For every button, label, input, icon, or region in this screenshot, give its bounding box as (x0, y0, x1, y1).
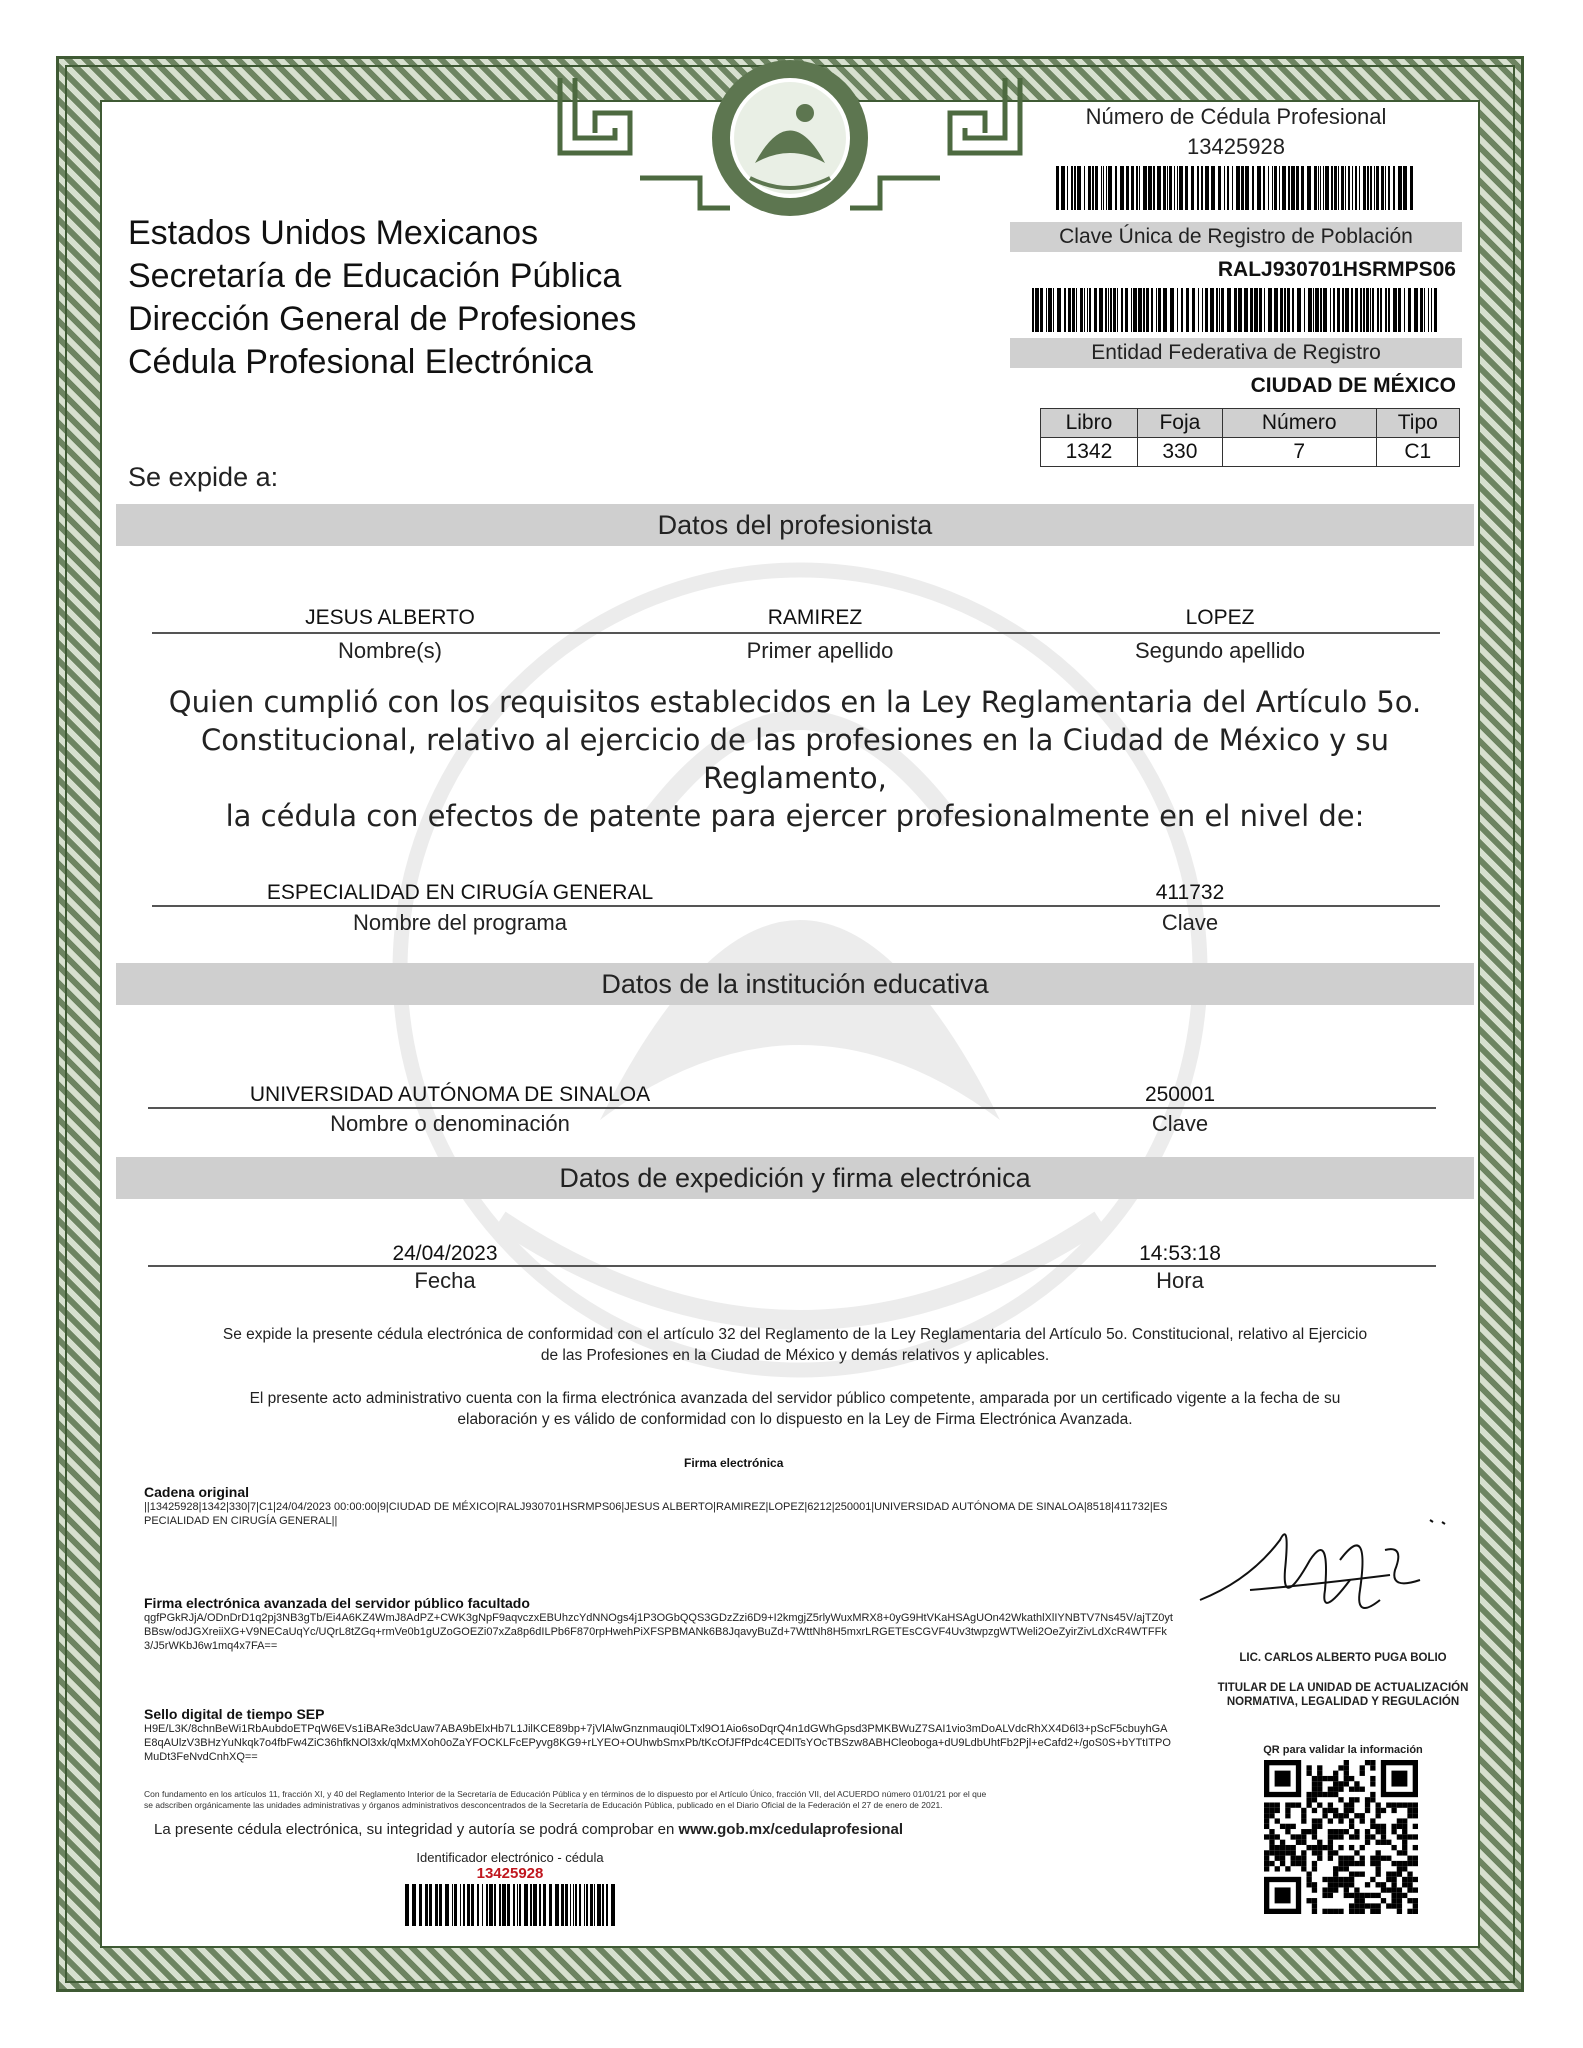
registro-header-tipo: Tipo (1376, 409, 1459, 438)
apellido2-value: LOPEZ (1185, 606, 1255, 629)
section-institucion: Datos de la institución educativa (116, 963, 1474, 1005)
cadena-original-text: ||13425928|1342|330|7|C1|24/04/2023 00:00:00|9|CIUDAD DE MÉXICO|RALJ930701HSRMPS06|JESUS ALBERTO|RAMIREZ|LOPEZ|6212|250001|UNIVERSIDAD AUTÓNOMA DE SINALOA|8518|411732|ESPECIALIDAD EN CIRUGÍA GENERAL|| (144, 1501, 1168, 1527)
header-country: Estados Unidos Mexicanos (128, 214, 539, 252)
registro-table (1040, 408, 1460, 467)
registro-libro: 1342 (1041, 438, 1138, 467)
section-expedicion: Datos de expedición y firma electrónica (116, 1157, 1474, 1199)
curp-label: Clave Única de Registro de Población (1010, 222, 1462, 252)
statement-line-2: Constitucional, relativo al ejercicio de las profesiones en la Ciudad de México y su Reglamento, (201, 723, 1389, 795)
national-emblem-icon (540, 58, 1040, 223)
programa-clave-label: Clave (1161, 910, 1219, 935)
cedula-info-box (1010, 104, 1462, 467)
statement-paragraph (110, 683, 1480, 835)
fea-block (144, 1595, 1174, 1653)
legal-p2-line1: El presente acto administrativo cuenta con la firma electrónica avanzada del servidor público competente, amparada por un certificado vigente a la fecha de su (249, 1390, 1341, 1407)
fundamento-legal (144, 1789, 1174, 1811)
registro-header-foja: Foja (1137, 409, 1222, 438)
section-profesionista: Datos del profesionista (116, 504, 1474, 546)
legal-p1-line1: Se expide la presente cédula electrónica de conformidad con el artículo 32 del Reglamento de la Ley Reglamentaria del Artículo 5o. Constitucional, relativo al Ejercicio (222, 1326, 1368, 1343)
hora-value: 14:53:18 (1139, 1242, 1221, 1265)
institucion-clave-value: 250001 (1144, 1083, 1216, 1106)
fea-title: Firma electrónica avanzada del servidor público facultado (144, 1595, 530, 1611)
signer-title-1: TITULAR DE LA UNIDAD DE ACTUALIZACIÓN (1217, 1682, 1469, 1694)
verify-text (154, 1821, 903, 1838)
institucion-rule (148, 1107, 1436, 1109)
identificador-block (400, 1850, 620, 1926)
statement-line-3: la cédula con efectos de patente para ejercer profesionalmente en el nivel de: (225, 799, 1365, 833)
nombre-label: Nombre(s) (338, 638, 442, 663)
issuer-header (128, 212, 636, 384)
curp-value: RALJ930701HSRMPS06 (1217, 258, 1456, 281)
header-secretaria: Secretaría de Educación Pública (128, 257, 622, 295)
fundamento-line-2: se adscriben orgánicamente las unidades administrativas y órganos administrativos desconcentrados de la Secretaría de Educación Pública, publicado en el Diario Oficial de la Federación el 27 de enero de 2021. (144, 1800, 943, 1810)
legal-p1-line2: de las Profesiones en la Ciudad de México y demás relativos y aplicables. (540, 1347, 1050, 1364)
apellido1-value: RAMIREZ (767, 606, 863, 629)
statement-line-1: Quien cumplió con los requisitos establecidos en la Ley Reglamentaria del Artículo 5o. (168, 685, 1422, 719)
fecha-label: Fecha (414, 1268, 476, 1293)
fundamento-line-1: Con fundamento en los artículos 11, fracción XI, y 40 del Reglamento Interior de la Secretaría de Educación Pública y en términos de lo dispuesto por el Artículo Único, fracción VII, del ACUERDO número 01/01/21 por el que (144, 1789, 987, 1799)
signer-title-2: NORMATIVA, LEGALIDAD Y REGULACIÓN (1226, 1696, 1460, 1708)
cadena-original-title: Cadena original (144, 1484, 250, 1500)
hora-label: Hora (1156, 1268, 1204, 1293)
apellido2-label: Segundo apellido (1134, 638, 1306, 663)
institucion-clave-label: Clave (1151, 1111, 1209, 1136)
cedula-number: 13425928 (1187, 134, 1285, 159)
legal-p2-line2: elaboración y es válido de conformidad con lo dispuesto en la Ley de Firma Electrónica Avanzada. (457, 1411, 1133, 1428)
legal-paragraph-2 (140, 1388, 1450, 1430)
registro-header-numero: Número (1222, 409, 1376, 438)
fea-text: qgfPGkRJjA/ODnDrD1q2pj3NB3gTb/Ei4A6KZ4WmJ8AdPZ+CWK3gNpF9aqvczxEBUhzcYdNNOgs4j1P3OGbQQS3GDzZzi6D9+I2kmgjZ5rlyWuxMRX8+0yG9HtVKaHSAgUOn42WkathlXlIYNBTV7Ns45V/ajTZ0ytBBsw/odJGXreiiXG+V9NECaUqYc/UQrL8tZGq+rmVe0b1gUZoGOEZi07xZa8p6dILPb6F870rpHwehPiXFSPBMANk6B8JqavyBuZd+7WttNh8H5mxrLRGETEsCGVF4Uv3twpzgWTWeli2OeZyirZivLdXcR4WTFFk3/J5rWKbJ6w1mq4x7FA== (144, 1612, 1173, 1652)
legal-paragraph-1 (140, 1324, 1450, 1366)
apellido1-label: Primer apellido (746, 638, 894, 663)
entidad-value: CIUDAD DE MÉXICO (1250, 374, 1456, 397)
registro-header-libro: Libro (1041, 409, 1138, 438)
programa-clave-value: 411732 (1155, 881, 1225, 904)
header-document-type: Cédula Profesional Electrónica (128, 343, 593, 381)
signer-name: LIC. CARLOS ALBERTO PUGA BOLIO (1239, 1652, 1447, 1664)
ident-barcode-icon (405, 1884, 615, 1926)
programa-rule (152, 905, 1440, 907)
entidad-label: Entidad Federativa de Registro (1010, 338, 1462, 368)
institucion-value: UNIVERSIDAD AUTÓNOMA DE SINALOA (249, 1083, 651, 1106)
institucion-label: Nombre o denominación (330, 1111, 570, 1136)
registro-numero: 7 (1222, 438, 1376, 467)
cedula-barcode-icon (1056, 166, 1416, 210)
se-expide-a: Se expide a: (128, 462, 279, 492)
programa-value: ESPECIALIDAD EN CIRUGÍA GENERAL (266, 881, 654, 904)
cadena-original-block (144, 1484, 1174, 1528)
ident-number: 13425928 (476, 1865, 544, 1882)
registro-foja: 330 (1137, 438, 1222, 467)
verify-url-link[interactable]: www.gob.mx/cedulaprofesional (678, 1821, 903, 1838)
firma-electronica-title: Firma electrónica (684, 1456, 784, 1470)
curp-barcode-icon (1032, 288, 1440, 332)
qr-code-icon[interactable] (1264, 1760, 1418, 1914)
header-direccion: Dirección General de Profesiones (128, 300, 637, 338)
nombre-value: JESUS ALBERTO (305, 606, 475, 629)
fecha-value: 24/04/2023 (392, 1242, 498, 1265)
expedicion-rule (148, 1265, 1436, 1267)
registro-tipo: C1 (1376, 438, 1459, 467)
qr-label: QR para validar la información (1263, 1744, 1423, 1756)
ident-label: Identificador electrónico - cédula (416, 1850, 604, 1865)
cedula-number-label: Número de Cédula Profesional (1085, 104, 1387, 129)
programa-label: Nombre del programa (353, 910, 567, 935)
handwritten-signature-icon (1190, 1500, 1450, 1640)
profesionista-rule (152, 632, 1440, 634)
sello-text: H9E/L3K/8chnBeWi1RbAubdoETPqW6EVs1iBARe3dcUaw7ABA9bElxHb7L1JilKCE89bp+7jVlAlwGnznmauqi0LTxl9O1Aio6soDqrQ4n1dGWhGpsd3PMKBWuZ7SAI1vio3mDoALVdcRhXX4D6l3+pScF5cbuyhGAE8qAUlzV3BHzYuNkqk7o4fbFw4ZiC36hfkNOl3xk/qMxMXoh0oZaYFOCKLFcEPyvg8KG9+rLYEO+OUhwbSmxPb/tKcOfJFfPdc4CEDlTsYOcTBSzw8ABHCleoboga+dU9LdbUhtFb2Pjl+eCafd2+/goS0S+bYTtITPOMuDt3FeNvdCnhXQ== (144, 1723, 1171, 1763)
verify-sentence: La presente cédula electrónica, su integridad y autoría se podrá comprobar en (154, 1821, 679, 1838)
sello-block (144, 1706, 1174, 1764)
sello-title: Sello digital de tiempo SEP (144, 1706, 325, 1722)
